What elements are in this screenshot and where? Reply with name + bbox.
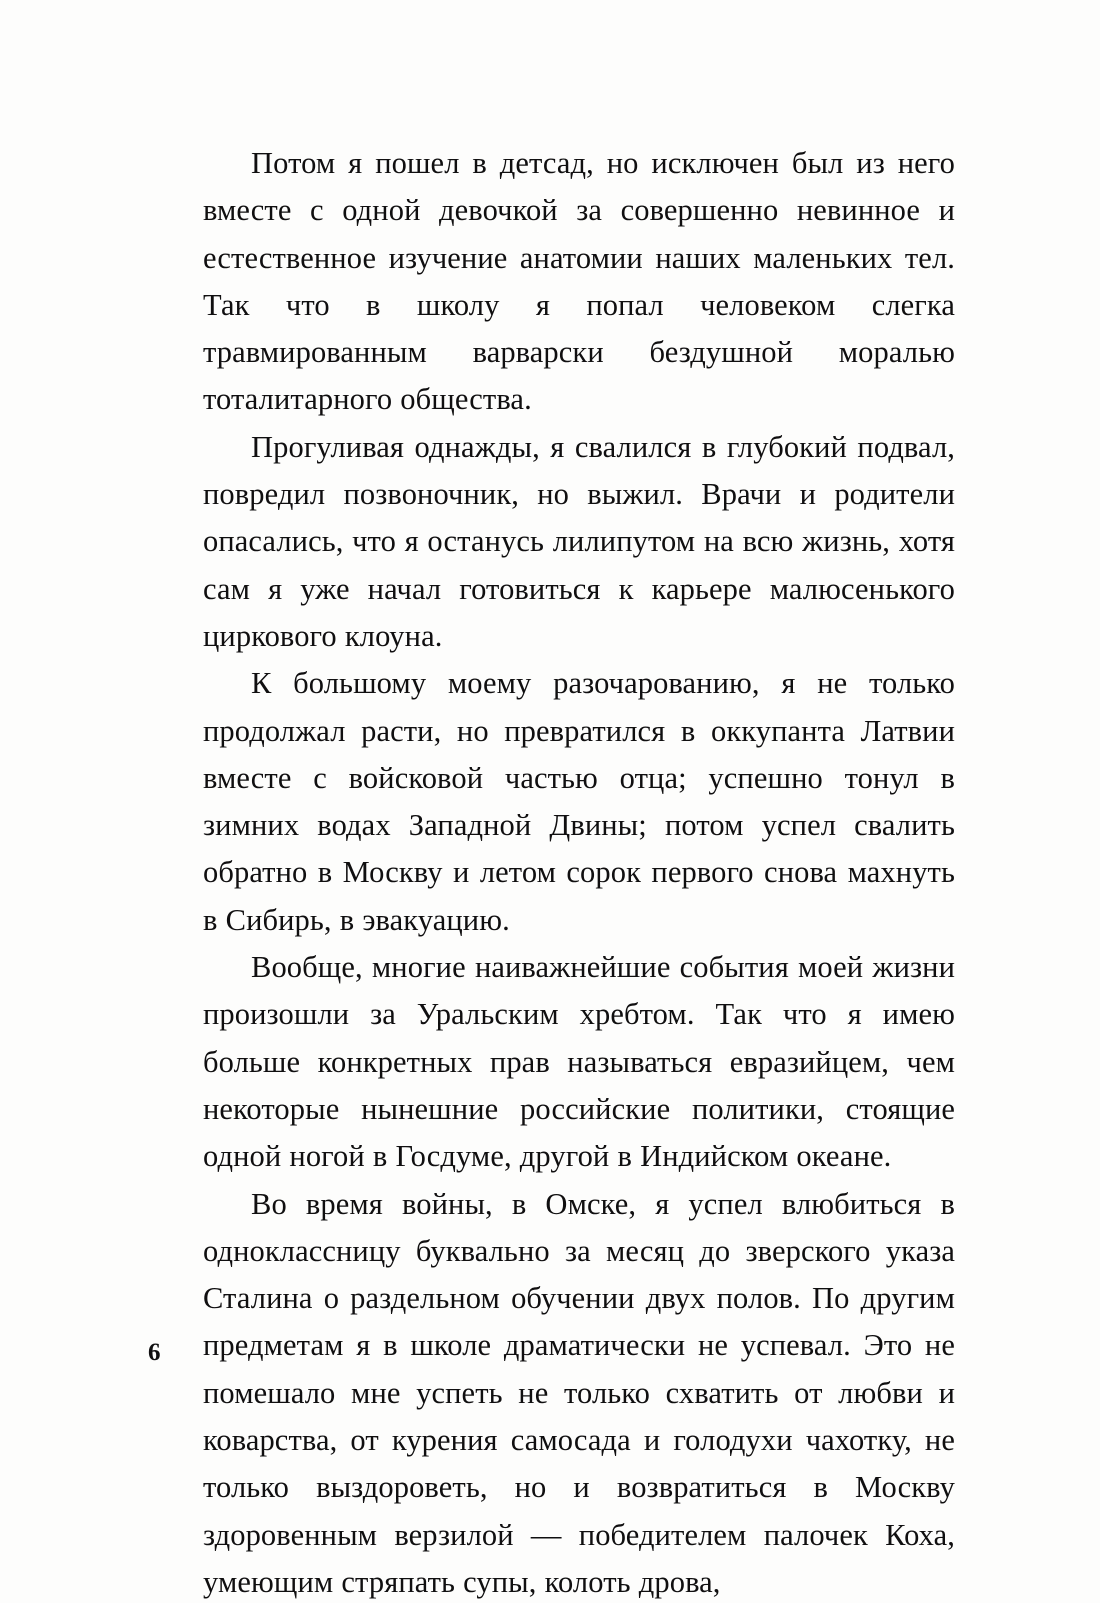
paragraph: Прогуливая однажды, я свалился в глубокий подвал, повредил позвоночник, но выжил. Врачи и родители опасались, что я останусь лилипутом на всю жизнь, хотя сам я уже начал готовиться к карьере малюсенького циркового клоуна. [203,429,955,653]
page-number: 6 [148,1339,161,1366]
body-text-column [203,140,955,1606]
paragraph: Во время войны, в Омске, я успел влюбиться в одноклассницу буквально за месяц до зверского указа Сталина о раздельном обучении двух полов. По другим предметам я в школе драматически не успевал. Это не помешало мне успеть не только схватить от любви и коварства, от курения самосада и голодухи чахотку, не только выздороветь, но и возвратиться в Москву здоровенным верзилой — победителем палочек Коха, умеющим стряпать супы, колоть дрова, [203,1186,955,1599]
paragraph: Вообще, многие наиважнейшие события моей жизни произошли за Уральским хребтом. Так что я имею больше конкретных прав называться евразийцем, чем некоторые нынешние российские политики, стоящие одной ногой в Госдуме, другой в Индийском океане. [203,950,955,1174]
paragraph: Потом я пошел в детсад, но исключен был из него вместе с одной девочкой за совершенно невинное и естественное изучение анатомии наших маленьких тел. Так что в школу я попал человеком слегка травмированным варварски бездушной моралью тоталитарного общества. [203,146,955,417]
paragraph: К большому моему разочарованию, я не только продолжал расти, но превратился в оккупанта Латвии вместе с войсковой частью отца; успешно тонул в зимних водах Западной Двины; потом успел свалить обратно в Москву и летом сорок первого снова махнуть в Сибирь, в эвакуацию. [203,666,955,937]
